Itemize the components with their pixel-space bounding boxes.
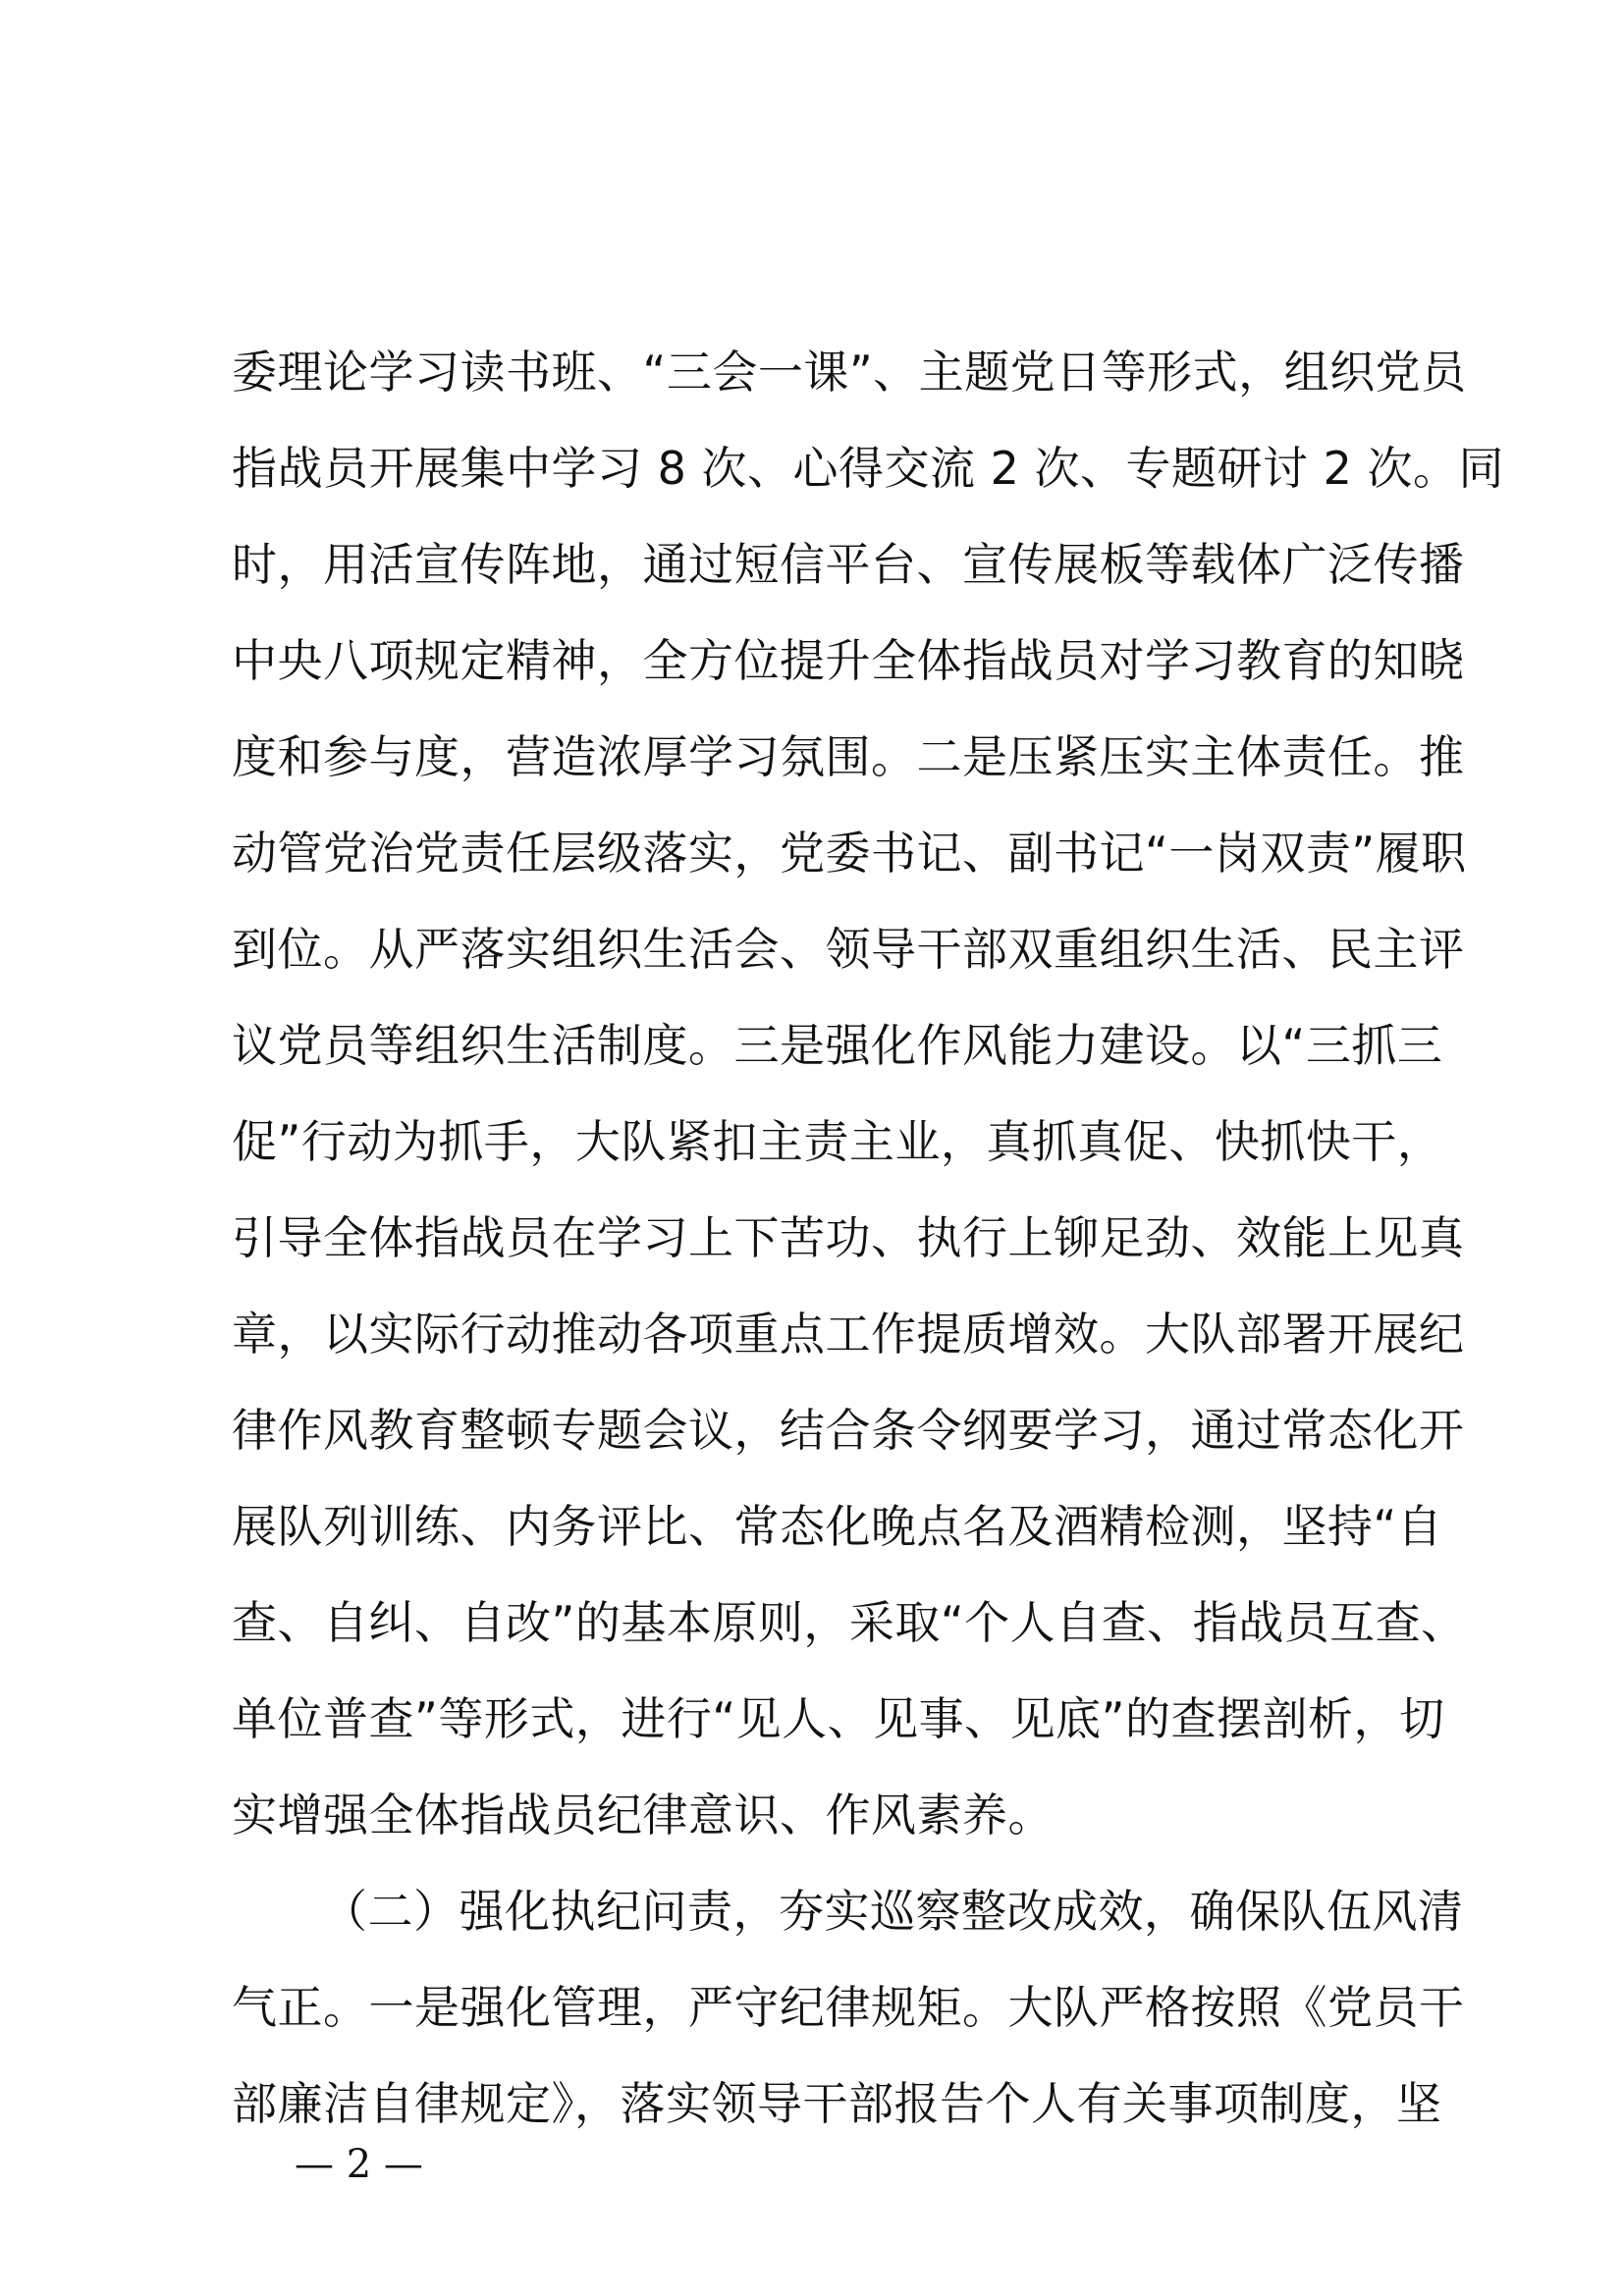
text-line: 委理论学习读书班、“三会一课”、主题党日等形式，组织党员 [232,346,1467,399]
text-line: 单位普查”等形式，进行“见人、见事、见底”的查摆剖析，切 [232,1692,1445,1745]
text-line: 引导全体指战员在学习上下苦功、执行上铆足劲、效能上见真 [232,1211,1465,1264]
text-line: 展队列训练、内务评比、常态化晚点名及酒精检测，坚持“自 [232,1500,1443,1553]
text-line: 到位。从严落实组织生活会、领导干部双重组织生活、民主评 [232,923,1465,976]
page-number: — 2 — [295,2142,423,2187]
text-line: 查、自纠、自改”的基本原则，采取“个人自查、指战员互查、 [232,1596,1467,1649]
text-line: 章，以实际行动推动各项重点工作提质增效。大队部署开展纪 [232,1308,1465,1361]
text-line: 度和参与度，营造浓厚学习氛围。二是压紧压实主体责任。推 [232,730,1465,783]
text-line: 中央八项规定精神，全方位提升全体指战员对学习教育的知晓 [232,634,1465,687]
text-line: 议党员等组织生活制度。三是强化作风能力建设。以“三抓三 [232,1019,1443,1072]
text-line: 时，用活宣传阵地，通过短信平台、宣传展板等载体广泛传播 [232,538,1465,591]
text-line: 促”行动为抓手，大队紧扣主责主业，真抓真促、快抓快干， [232,1115,1443,1168]
text-line: 指战员开展集中学习 8 次、心得交流 2 次、专题研讨 2 次。同 [232,442,1505,495]
text-line: 实增强全体指战员纪律意识、作风素养。 [232,1789,1054,1842]
text-line: 气正。一是强化管理，严守纪律规矩。大队严格按照《党员干 [232,1981,1465,2034]
text-line: 律作风教育整顿专题会议，结合条令纲要学习，通过常态化开 [232,1404,1465,1457]
text-line: 动管党治党责任层级落实，党委书记、副书记“一岗双责”履职 [232,827,1467,880]
text-line: 部廉洁自律规定》，落实领导干部报告个人有关事项制度，坚 [232,2077,1442,2130]
document-body [232,324,1505,2152]
section-heading-line: （二）强化执纪问责，夯实巡察整改成效，确保队伍风清 [322,1885,1464,1938]
